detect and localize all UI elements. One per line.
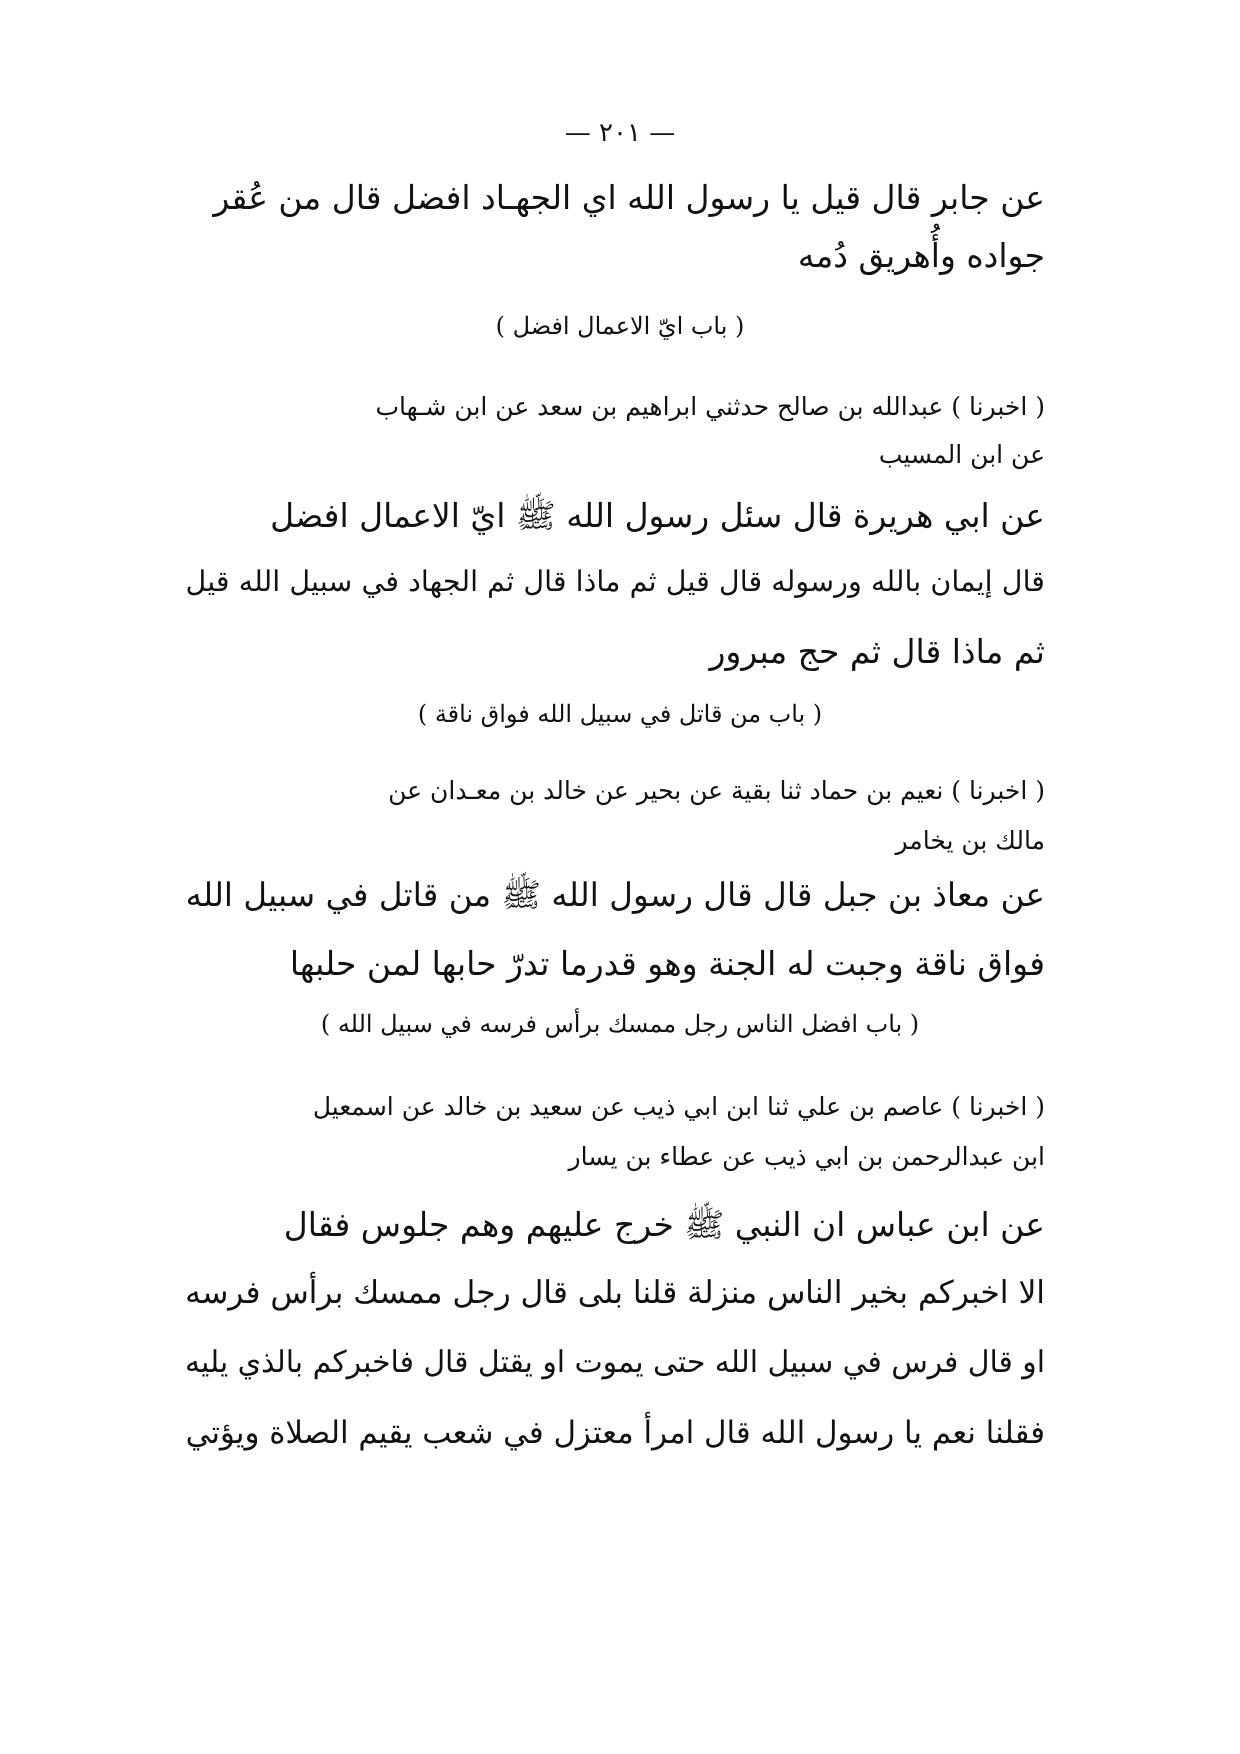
text-line: فقلنا نعم يا رسول الله قال امرأ معتزل في شعب يقيم الصلاة ويؤتي xyxy=(185,1415,1045,1451)
text-line: او قال فرس في سبيل الله حتى يموت او يقتل قال فاخبركم بالذي يليه xyxy=(184,1345,1045,1380)
text-line: عن ابن المسيب xyxy=(878,440,1045,469)
text-line: جواده وأُهريق دُمه xyxy=(797,236,1045,275)
text-line: الا اخبركم بخير الناس منزلة قلنا بلى قال رجل ممسك برأس فرسه xyxy=(185,1275,1045,1311)
text-line: ابن عبدالرحمن بن ابي ذيب عن عطاء بن يسار xyxy=(568,1142,1045,1171)
hadith-text-muadh xyxy=(185,876,1045,1016)
text-line: فواق ناقة وجبت له الجنة وهو قدرما تدرّ حابها لمن حلبها xyxy=(289,944,1045,983)
text-line: ( اخبرنا ) نعيم بن حماد ثنا بقية عن بحير عن خالد بن معـدان عن xyxy=(388,776,1045,805)
chapter-heading: ( باب من قاتل في سبيل الله فواق ناقة ) xyxy=(417,700,823,728)
hadith-text-jabir xyxy=(185,178,1045,288)
hadith-text-abu-hurayra xyxy=(185,496,1045,696)
text-line: قال إيمان بالله ورسوله قال قيل ثم ماذا قال ثم الجهاد في سبيل الله قيل xyxy=(185,564,1045,598)
text-line: ( اخبرنا ) عاصم بن علي ثنا ابن ابي ذيب عن سعيد بن خالد عن اسمعيل xyxy=(312,1092,1045,1121)
text-line: عن ابن عباس ان النبي ﷺ خرج عليهم وهم جلوس فقال xyxy=(283,1205,1045,1244)
isnad-text xyxy=(185,392,1045,482)
text-line: عن جابر قال قيل يا رسول الله اي الجهـاد افضل قال من عُقر xyxy=(213,178,1045,217)
text-line: عن معاذ بن جبل قال قال رسول الله ﷺ من قاتل في سبيل الله xyxy=(185,876,1045,914)
text-line: عن ابي هريرة قال سئل رسول الله ﷺ ايّ الاعمال افضل xyxy=(270,496,1045,535)
text-line: مالك بن يخامر xyxy=(895,826,1045,855)
isnad-text xyxy=(185,1092,1045,1182)
page-number: — ٢٠١ — xyxy=(564,118,676,148)
text-line: ( اخبرنا ) عبدالله بن صالح حدثني ابراهيم بن سعد عن ابن شـهاب xyxy=(375,392,1045,421)
chapter-heading: ( باب افضل الناس رجل ممسك برأس فرسه في سبيل الله ) xyxy=(320,1010,920,1038)
isnad-text xyxy=(185,776,1045,866)
text-line: ثم ماذا قال ثم حج مبرور xyxy=(709,632,1045,671)
chapter-heading: ( باب ايّ الاعمال افضل ) xyxy=(495,312,745,340)
hadith-text-ibn-abbas xyxy=(185,1205,1045,1485)
